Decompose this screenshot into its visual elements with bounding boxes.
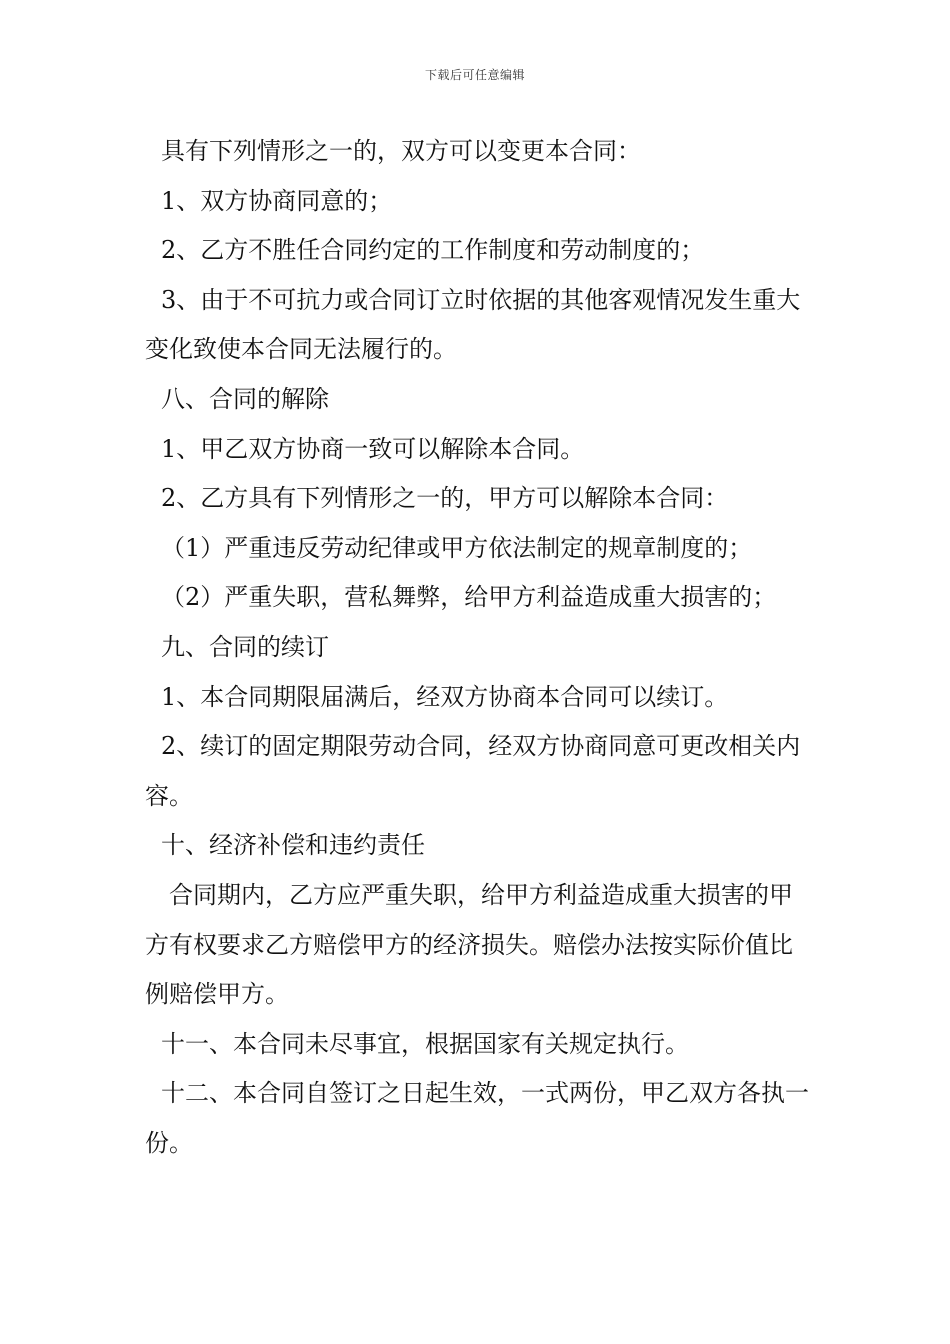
section-eleven: 十一、本合同未尽事宜，根据国家有关规定执行。 xyxy=(161,1029,689,1058)
document-body xyxy=(145,127,810,1168)
section-heading-compensation: 十、经济补偿和违约责任 xyxy=(161,831,425,860)
paragraph-item: 2、续订的固定期限劳动合同，经双方协商同意可更改相关内容。 xyxy=(145,732,801,810)
paragraph-subitem: （1）严重违反劳动纪律或甲方依法制定的规章制度的； xyxy=(161,533,753,562)
paragraph-change-conditions: 具有下列情形之一的，双方可以变更本合同： xyxy=(161,137,641,165)
paragraph-item: 2、乙方不胜任合同约定的工作制度和劳动制度的； xyxy=(161,236,705,265)
paragraph-item: 1、本合同期限届满后，经双方协商本合同可以续订。 xyxy=(161,682,729,711)
paragraph-compensation: 合同期内，乙方应严重失职，给甲方利益造成重大损害的甲方有权要求乙方赔偿甲方的经济损失。赔偿办法按实际价值比例赔偿甲方。 xyxy=(145,880,793,1009)
section-heading-renewal: 九、合同的续订 xyxy=(161,632,329,661)
paragraph-item: 2、乙方具有下列情形之一的，甲方可以解除本合同： xyxy=(161,484,729,513)
page-header: 下载后可任意编辑 xyxy=(424,68,525,82)
paragraph-subitem: （2）严重失职，营私舞弊，给甲方利益造成重大损害的； xyxy=(161,583,777,612)
section-twelve: 十二、本合同自签订之日起生效，一式两份，甲乙双方各执一份。 xyxy=(145,1079,809,1157)
paragraph-item: 1、双方协商同意的； xyxy=(161,186,393,215)
paragraph-item: 1、甲乙双方协商一致可以解除本合同。 xyxy=(161,434,585,463)
paragraph-item: 3、由于不可抗力或合同订立时依据的其他客观情况发生重大变化致使本合同无法履行的。 xyxy=(145,285,801,364)
section-heading-termination: 八、合同的解除 xyxy=(161,384,329,413)
